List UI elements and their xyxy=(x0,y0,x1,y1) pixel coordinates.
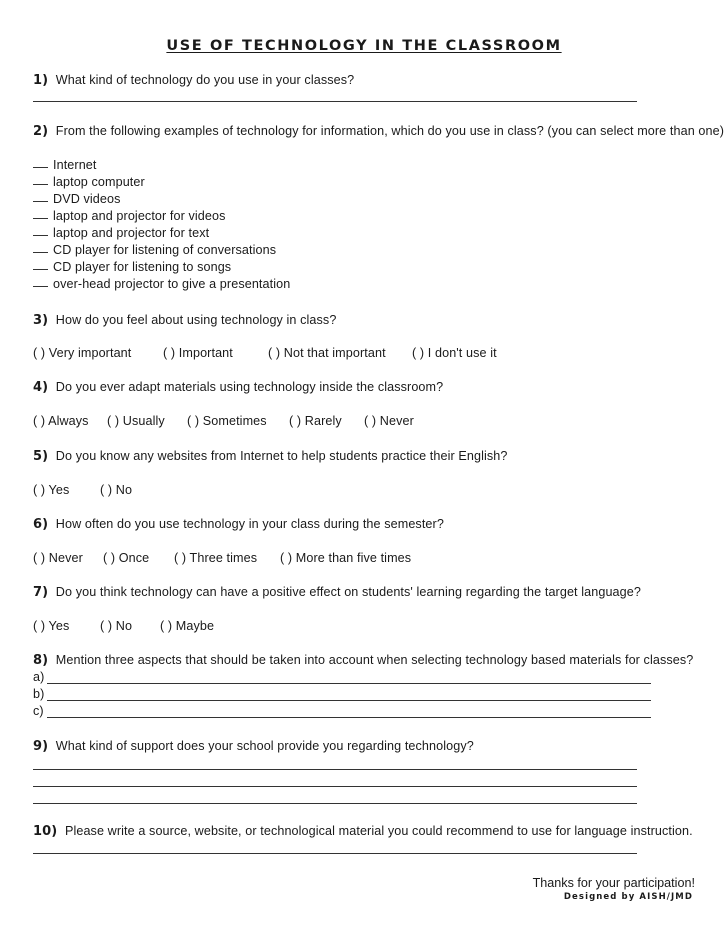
question-9 xyxy=(33,738,474,755)
item-label: CD player for listening of conversations xyxy=(53,243,277,257)
checklist-item[interactable] xyxy=(33,157,97,173)
question-text: What kind of support does your school provide you regarding technology? xyxy=(55,739,474,753)
question-number: 9) xyxy=(33,739,49,754)
answer-line[interactable] xyxy=(33,853,637,854)
checklist-item[interactable] xyxy=(33,276,290,292)
checkbox-blank[interactable] xyxy=(33,175,48,185)
item-label: laptop and projector for videos xyxy=(53,209,226,223)
question-7 xyxy=(33,584,641,601)
answer-prefix-b: b) xyxy=(33,687,45,701)
option-sometimes[interactable]: ( ) Sometimes xyxy=(187,414,267,428)
question-text: From the following examples of technology for information, which do you use in class? (you can select more than one) xyxy=(55,124,725,138)
question-number: 8) xyxy=(33,653,49,668)
checkbox-blank[interactable] xyxy=(33,260,48,270)
answer-line[interactable] xyxy=(33,101,637,102)
question-number: 3) xyxy=(33,313,49,328)
question-number: 10) xyxy=(33,824,58,839)
answer-line[interactable] xyxy=(47,700,651,701)
question-number: 6) xyxy=(33,517,49,532)
option-important[interactable]: ( ) Important xyxy=(163,346,233,360)
answer-line[interactable] xyxy=(47,717,651,718)
option-rarely[interactable]: ( ) Rarely xyxy=(289,414,342,428)
option-no[interactable]: ( ) No xyxy=(100,619,133,633)
checklist-item[interactable] xyxy=(33,208,226,224)
question-6 xyxy=(33,516,444,533)
checkbox-blank[interactable] xyxy=(33,226,48,236)
checkbox-blank[interactable] xyxy=(33,277,48,287)
question-number: 7) xyxy=(33,585,49,600)
question-text: How do you feel about using technology in class? xyxy=(55,313,337,327)
question-text: How often do you use technology in your class during the semester? xyxy=(55,517,444,531)
question-text: Do you ever adapt materials using technology inside the classroom? xyxy=(55,380,444,394)
answer-prefix-c: c) xyxy=(33,704,44,718)
checkbox-blank[interactable] xyxy=(33,209,48,219)
question-text: What kind of technology do you use in your classes? xyxy=(55,73,355,87)
option-once[interactable]: ( ) Once xyxy=(103,551,150,565)
question-8 xyxy=(33,652,693,669)
answer-line[interactable] xyxy=(33,803,637,804)
option-not-that-important[interactable]: ( ) Not that important xyxy=(268,346,386,360)
item-label: laptop and projector for text xyxy=(53,226,210,240)
question-number: 1) xyxy=(33,73,49,88)
checklist-item[interactable] xyxy=(33,259,231,275)
question-3 xyxy=(33,312,336,329)
question-text: Please write a source, website, or technological material you could recommend to use for language instruction. xyxy=(64,824,693,838)
item-label: over-head projector to give a presentation xyxy=(53,277,291,291)
option-never[interactable]: ( ) Never xyxy=(33,551,83,565)
option-three-times[interactable]: ( ) Three times xyxy=(174,551,258,565)
answer-prefix-a: a) xyxy=(33,670,45,684)
checkbox-blank[interactable] xyxy=(33,192,48,202)
designed-by: Designed by AISH/JMD xyxy=(563,892,693,902)
question-text: Mention three aspects that should be taken into account when selecting technology based materials for classes? xyxy=(55,653,694,667)
answer-line[interactable] xyxy=(33,786,637,787)
option-more-than-five[interactable]: ( ) More than five times xyxy=(280,551,412,565)
option-very-important[interactable]: ( ) Very important xyxy=(33,346,132,360)
checklist-item[interactable] xyxy=(33,242,276,258)
option-always[interactable]: ( ) Always xyxy=(33,414,89,428)
option-dont-use-it[interactable]: ( ) I don't use it xyxy=(412,346,497,360)
checklist-item[interactable] xyxy=(33,225,209,241)
option-no[interactable]: ( ) No xyxy=(100,483,133,497)
question-2 xyxy=(33,123,724,140)
item-label: DVD videos xyxy=(53,192,121,206)
question-number: 5) xyxy=(33,449,49,464)
question-5 xyxy=(33,448,508,465)
question-text: Do you think technology can have a positive effect on students' learning regarding the target language? xyxy=(55,585,641,599)
question-number: 2) xyxy=(33,124,49,139)
question-4 xyxy=(33,379,443,396)
answer-line[interactable] xyxy=(33,769,637,770)
item-label: Internet xyxy=(53,158,97,172)
item-label: laptop computer xyxy=(53,175,145,189)
question-number: 4) xyxy=(33,380,49,395)
question-1 xyxy=(33,72,354,89)
option-maybe[interactable]: ( ) Maybe xyxy=(160,619,215,633)
item-label: CD player for listening to songs xyxy=(53,260,232,274)
option-usually[interactable]: ( ) Usually xyxy=(107,414,165,428)
checkbox-blank[interactable] xyxy=(33,243,48,253)
question-10 xyxy=(33,823,693,840)
option-yes[interactable]: ( ) Yes xyxy=(33,483,70,497)
checklist-item[interactable] xyxy=(33,191,121,207)
question-text: Do you know any websites from Internet to help students practice their English? xyxy=(55,449,508,463)
checkbox-blank[interactable] xyxy=(33,158,48,168)
answer-line[interactable] xyxy=(47,683,651,684)
checklist-item[interactable] xyxy=(33,174,145,190)
option-yes[interactable]: ( ) Yes xyxy=(33,619,70,633)
thanks-text: Thanks for your participation! xyxy=(532,876,695,890)
page-title: USE OF TECHNOLOGY IN THE CLASSROOM xyxy=(166,38,562,54)
option-never[interactable]: ( ) Never xyxy=(364,414,414,428)
